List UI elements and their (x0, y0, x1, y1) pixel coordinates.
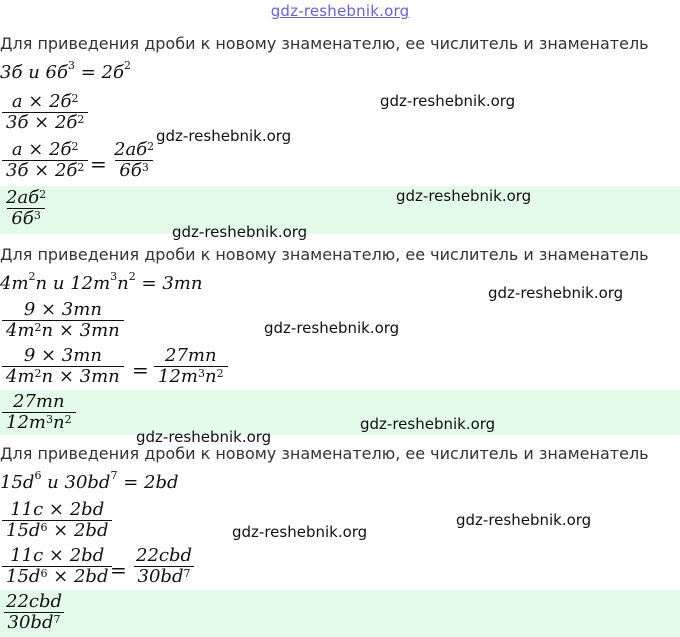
equals-sign: = (132, 358, 149, 382)
answer-fraction: 22cbd $30bd^7$ (2, 592, 66, 633)
intro-text: Для приведения дроби к новому знаменателю, ее числитель и знаменатель (0, 444, 649, 463)
answer-band (0, 590, 680, 637)
watermark-text: gdz-reshebnik.org (264, 319, 400, 337)
watermark-text: gdz-reshebnik.org (488, 284, 624, 302)
watermark-text: gdz-reshebnik.org (156, 127, 292, 145)
site-logo-link[interactable]: gdz-reshebnik.org (270, 2, 410, 20)
equation-rhs-fraction: 22cbd $30bd^7$ (132, 546, 196, 587)
equation-rhs-fraction: $2aб^2$ $6б^3$ (114, 139, 155, 181)
equation-rhs-fraction: $\frac{27mn}{12m^3n^2}$ (154, 346, 228, 387)
watermark-text: gdz-reshebnik.org (136, 428, 272, 446)
answer-fraction: $2aб^2$ $6б^3$ (6, 187, 47, 229)
watermark-text: gdz-reshebnik.org (172, 223, 308, 241)
equation-lhs-fraction: $\frac{11c \times 2bd}{15d^6 \times 2bd}$ (2, 546, 112, 587)
watermark-text: gdz-reshebnik.org (360, 415, 496, 433)
multiplier-fraction: $a \times 2б^2$ $3б \times 2б^2$ (2, 92, 88, 133)
condition-line: $15d^6$ и $30bd^7 = 2bd$ (0, 469, 179, 493)
answer-fraction: $\frac{27mn}{12m^3n^2}$ (2, 392, 76, 433)
equation-lhs-fraction: $\frac{9 \times 3mn}{4m^2n \times 3mn}$ (2, 346, 124, 387)
answer-band (0, 186, 680, 234)
equals-sign: = (90, 152, 107, 176)
intro-text: Для приведения дроби к новому знаменателю, ее числитель и знаменатель (0, 34, 649, 53)
answer-band (0, 390, 680, 435)
condition-line: 3б и $6б^3 = 2б^2$ (0, 59, 131, 83)
equals-sign: = (110, 558, 127, 582)
condition-line: $4m^2n$ и $12m^3n^2 = 3mn$ (0, 270, 203, 294)
multiplier-fraction: $\frac{11c \times 2bd}{15d^6 \times 2bd}$ (2, 500, 112, 541)
intro-text: Для приведения дроби к новому знаменателю, ее числитель и знаменатель (0, 245, 649, 264)
multiplier-fraction: $\frac{9 \times 3mn}{4m^2n \times 3mn}$ (2, 300, 124, 341)
equation-lhs-fraction: $a \times 2б^2$ $3б \times 2б^2$ (2, 140, 88, 181)
watermark-text: gdz-reshebnik.org (456, 511, 592, 529)
watermark-text: gdz-reshebnik.org (380, 92, 516, 110)
watermark-text: gdz-reshebnik.org (232, 523, 368, 541)
watermark-text: gdz-reshebnik.org (396, 187, 532, 205)
